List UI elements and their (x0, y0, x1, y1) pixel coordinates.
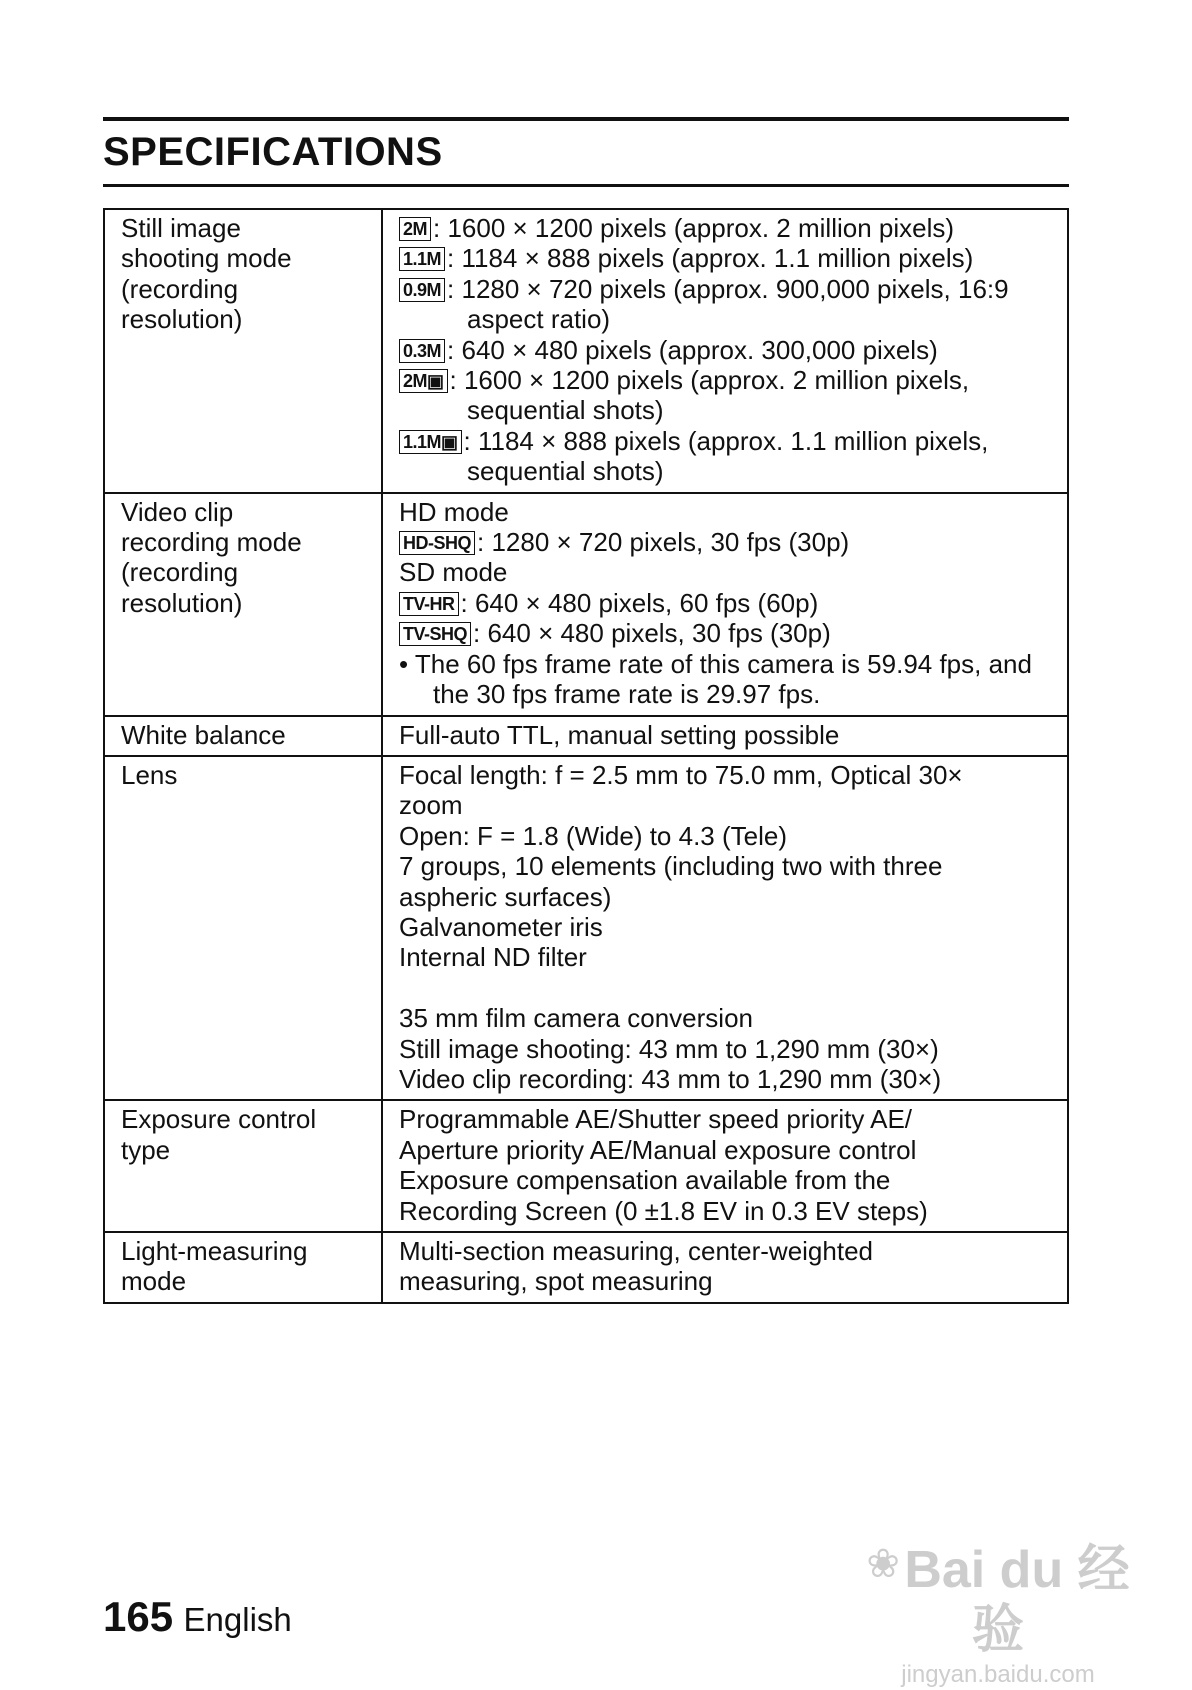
spec-value-text: Programmable AE/Shutter speed priority AE/ (399, 1104, 913, 1135)
spec-value-text: : 1600 × 1200 pixels (approx. 2 million pixels, (449, 365, 970, 396)
spec-value-text: : 1600 × 1200 pixels (approx. 2 million pixels) (433, 213, 955, 243)
spec-value-text: : 640 × 480 pixels, 30 fps (30p) (473, 618, 831, 649)
spec-value-text: Recording Screen (0 ±1.8 EV in 0.3 EV steps) (399, 1195, 928, 1226)
spec-value-cell (382, 716, 1068, 756)
bullet-symbol: • (399, 648, 409, 679)
table-row (104, 1232, 1068, 1303)
spec-value-text: Aperture priority AE/Manual exposure control (399, 1134, 917, 1165)
spec-value-text: Internal ND filter (399, 942, 587, 973)
spec-label-line: mode (121, 1266, 187, 1297)
bullet-text: The 60 fps frame rate of this camera is 59.94 fps, and the 30 fps frame rate is 29.97 fps. (414, 648, 1032, 710)
spec-value-line (399, 760, 1057, 790)
spec-label-cell (104, 1232, 382, 1303)
spec-value-line (399, 942, 1057, 972)
specifications-table-body (104, 209, 1068, 1303)
spec-value-text: Open: F = 1.8 (Wide) to 4.3 (Tele) (399, 820, 787, 851)
spec-value-text: Galvanometer iris (399, 911, 603, 942)
spec-label-line: (recording (121, 557, 239, 588)
spec-value-line (399, 274, 1057, 304)
page-title: SPECIFICATIONS (103, 130, 443, 174)
page-language: English (183, 1601, 292, 1638)
spec-label-line: Light-measuring (121, 1235, 308, 1266)
spec-value-line (399, 618, 1057, 648)
spec-value-text: Multi-section measuring, center-weighted (399, 1235, 873, 1266)
continuation-line: sequential shots) (467, 456, 664, 487)
paw-icon: ❀ (866, 1542, 900, 1586)
bullet-note (399, 649, 1057, 710)
spec-value-text: : 1280 × 720 pixels (approx. 900,000 pixels, 16:9 (447, 273, 1009, 304)
spec-value-line (399, 1034, 1057, 1064)
spec-label-cell (104, 1100, 382, 1232)
table-row (104, 209, 1068, 493)
spec-label-line: resolution) (121, 587, 243, 618)
spec-value-text: Still image shooting: 43 mm to 1,290 mm (30×) (399, 1033, 939, 1064)
spec-value-cell (382, 756, 1068, 1100)
spec-value-line (399, 1266, 1057, 1296)
spec-value-line (399, 527, 1057, 557)
spec-label-line: resolution) (121, 304, 243, 335)
spec-value-text: Full-auto TTL, manual setting possible (399, 719, 840, 750)
spec-value-line (399, 243, 1057, 273)
spec-value-text: HD mode (399, 496, 509, 527)
spec-label-line: recording mode (121, 527, 302, 558)
spec-value-line (399, 882, 1057, 912)
spec-label-line: shooting mode (121, 243, 292, 274)
resolution-mode-icon: TV-HR (399, 592, 459, 616)
spec-value-line (399, 213, 1057, 243)
continuation-line: sequential shots) (467, 395, 664, 426)
spec-value-line (399, 1064, 1057, 1094)
spec-value-cell (382, 1100, 1068, 1232)
spec-label-cell (104, 493, 382, 716)
page-footer (103, 1592, 292, 1652)
spec-value-line (399, 790, 1057, 820)
spec-label-cell (104, 209, 382, 493)
spec-value-cell (382, 209, 1068, 493)
table-row (104, 756, 1068, 1100)
spec-value-line (399, 365, 1057, 395)
spec-label-line: (recording (121, 273, 239, 304)
spec-value-text: Focal length: f = 2.5 mm to 75.0 mm, Optical 30× (399, 759, 963, 790)
spec-value-line (399, 851, 1057, 881)
spec-label-line: type (121, 1134, 171, 1165)
resolution-mode-icon: 2M▣ (399, 369, 448, 393)
spec-value-text: : 1280 × 720 pixels, 30 fps (30p) (477, 527, 850, 558)
table-row (104, 1100, 1068, 1232)
spec-value-line (399, 588, 1057, 618)
spec-label-line: Still image (121, 213, 241, 243)
title-underline (103, 184, 1069, 187)
specifications-table (103, 208, 1069, 1304)
resolution-mode-icon: 2M (399, 217, 431, 241)
spec-label-line: Video clip (121, 496, 234, 527)
resolution-mode-icon: 0.3M (399, 339, 445, 363)
spec-value-line (399, 557, 1057, 587)
resolution-mode-icon: 1.1M▣ (399, 430, 462, 454)
top-rule (103, 117, 1069, 121)
spec-label-line: Lens (121, 759, 178, 790)
spec-value-text: Video clip recording: 43 mm to 1,290 mm (30×) (399, 1063, 942, 1094)
resolution-mode-icon: 0.9M (399, 278, 445, 302)
spec-value-text: Exposure compensation available from the (399, 1165, 891, 1196)
spec-value-line (399, 720, 1057, 750)
spec-label-line: White balance (121, 719, 286, 750)
watermark-logo-text: Bai du 经验 (904, 1541, 1130, 1659)
spec-value-text: SD mode (399, 557, 508, 588)
spec-value-line (399, 1003, 1057, 1033)
spec-value-cell (382, 1232, 1068, 1303)
spec-value-line (399, 1165, 1057, 1195)
spec-value-line (399, 912, 1057, 942)
page-number: 165 (103, 1593, 174, 1640)
spec-value-text: aspheric surfaces) (399, 881, 612, 912)
table-row (104, 493, 1068, 716)
spec-value-line (399, 497, 1057, 527)
spec-value-line (399, 1236, 1057, 1266)
spec-value-line (399, 821, 1057, 851)
spec-label-cell (104, 716, 382, 756)
spec-value-line (399, 335, 1057, 365)
spec-value-text: zoom (399, 790, 463, 821)
resolution-mode-icon: TV-SHQ (399, 622, 471, 646)
spec-value-line (399, 1196, 1057, 1226)
blank-line (399, 973, 1057, 1003)
spec-value-cell (382, 493, 1068, 716)
spec-value-text: measuring, spot measuring (399, 1266, 713, 1297)
spec-label-cell (104, 756, 382, 1100)
spec-value-text: : 640 × 480 pixels (approx. 300,000 pixels) (447, 334, 938, 365)
spec-label-line: Exposure control (121, 1104, 317, 1135)
continuation-line: aspect ratio) (467, 304, 611, 335)
spec-value-line (399, 426, 1057, 456)
table-row (104, 716, 1068, 756)
resolution-mode-icon: 1.1M (399, 247, 445, 271)
spec-value-line (399, 1135, 1057, 1165)
spec-value-text: 7 groups, 10 elements (including two with three (399, 851, 943, 882)
watermark-url: jingyan.baidu.com (901, 1661, 1095, 1688)
spec-value-text: : 1184 × 888 pixels (approx. 1.1 million pixels, (463, 425, 989, 456)
spec-value-line (399, 1104, 1057, 1134)
spec-value-text: 35 mm film camera conversion (399, 1003, 753, 1034)
spec-value-text: : 640 × 480 pixels, 60 fps (60p) (460, 587, 819, 618)
spec-value-text: : 1184 × 888 pixels (approx. 1.1 million pixels) (447, 243, 974, 274)
baidu-watermark (858, 1540, 1138, 1688)
resolution-mode-icon: HD-SHQ (399, 531, 475, 555)
watermark-logo (858, 1540, 1138, 1660)
